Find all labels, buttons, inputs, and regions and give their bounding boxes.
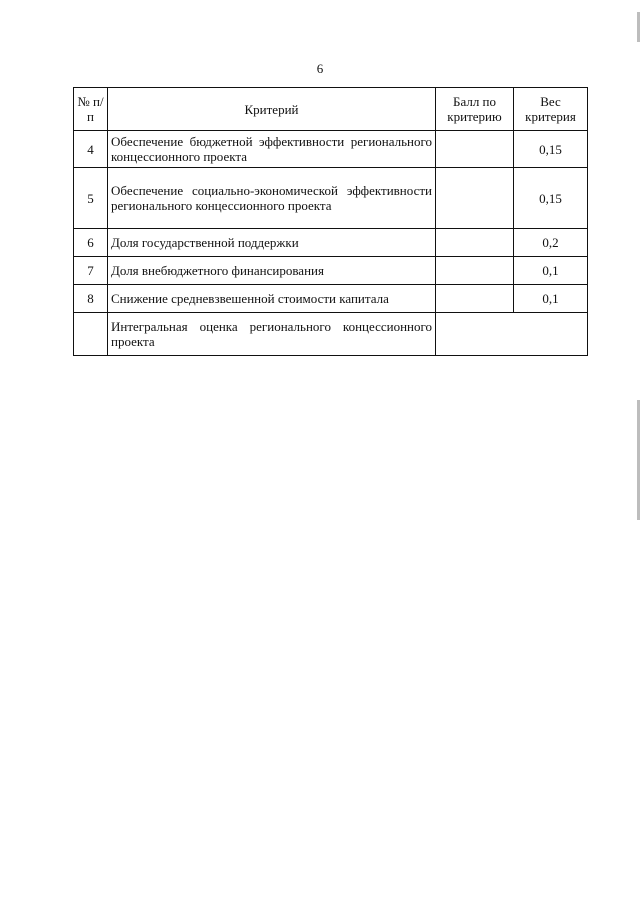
row-criterion: Обеспечение бюджетной эффективности регионального концессионного проекта (108, 131, 436, 168)
total-value (436, 313, 588, 356)
row-criterion: Обеспечение социально-экономической эффективности регионального концессионного проекта (108, 168, 436, 229)
row-criterion: Доля государственной поддержки (108, 229, 436, 257)
row-weight: 0,1 (514, 285, 588, 313)
row-weight: 0,15 (514, 131, 588, 168)
row-score (436, 257, 514, 285)
header-score: Балл по критерию (436, 88, 514, 131)
row-score (436, 285, 514, 313)
row-score (436, 229, 514, 257)
row-score (436, 168, 514, 229)
table-header-row (74, 88, 588, 131)
row-weight: 0,2 (514, 229, 588, 257)
row-number: 8 (74, 285, 108, 313)
row-criterion: Доля внебюджетного финансирования (108, 257, 436, 285)
row-number: 6 (74, 229, 108, 257)
table-total-row (74, 313, 588, 356)
row-criterion: Снижение средневзвешенной стоимости капитала (108, 285, 436, 313)
total-number-cell (74, 313, 108, 356)
table-row (74, 168, 588, 229)
table-row (74, 131, 588, 168)
row-number: 7 (74, 257, 108, 285)
criteria-table (73, 87, 588, 356)
header-weight: Вес критерия (514, 88, 588, 131)
row-number: 5 (74, 168, 108, 229)
row-score (436, 131, 514, 168)
row-number: 4 (74, 131, 108, 168)
row-weight: 0,1 (514, 257, 588, 285)
table-row (74, 257, 588, 285)
table-row (74, 229, 588, 257)
total-label: Интегральная оценка регионального концессионного проекта (108, 313, 436, 356)
header-criterion: Критерий (108, 88, 436, 131)
page-number: 6 (316, 61, 324, 76)
header-number: № п/п (74, 88, 108, 131)
row-weight: 0,15 (514, 168, 588, 229)
table-row (74, 285, 588, 313)
